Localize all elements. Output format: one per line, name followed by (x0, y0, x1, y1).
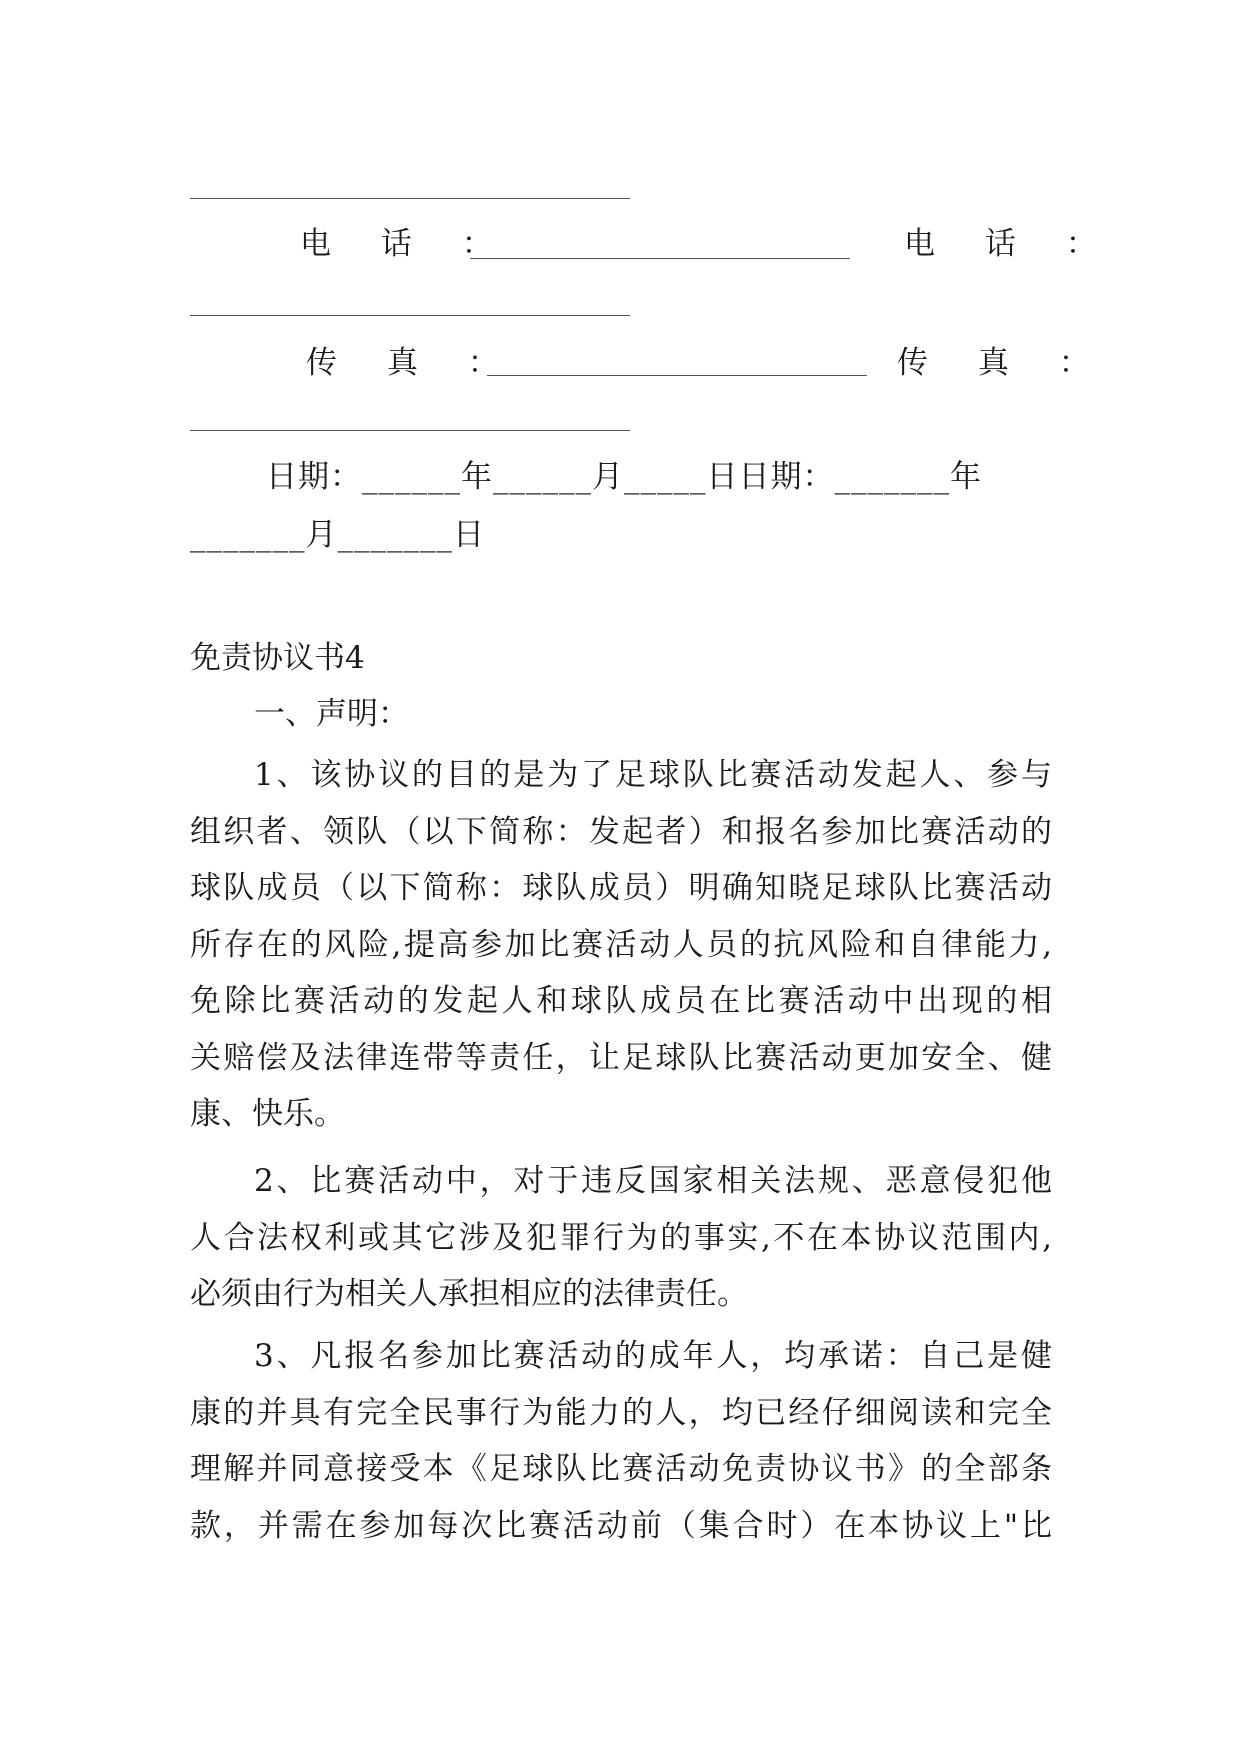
clause-1-line: 康、快乐。 (190, 1096, 345, 1132)
clause-1-line: 球队成员（以下简称：球队成员）明确知晓足球队比赛活动 (190, 870, 1052, 906)
clause-1-line: 1、该协议的目的是为了足球队比赛活动发起人、参与 (254, 757, 1052, 793)
clause-3-line: 3、凡报名参加比赛活动的成年人，均承诺：自己是健 (254, 1338, 1052, 1374)
clause-2-line: 2、比赛活动中，对于违反国家相关法规、恶意侵犯他 (254, 1163, 1052, 1199)
phone-label-right: 电 话 ： (904, 226, 1117, 262)
clause-2-line: 必须由行为相关人承担相应的法律责任。 (190, 1276, 748, 1312)
phone-blank-right[interactable] (190, 315, 630, 316)
clause-2 (190, 1153, 1052, 1323)
clause-2-line: 人合法权利或其它涉及犯罪行为的事实,不在本协议范围内, (190, 1219, 1052, 1256)
fax-label-left: 传 真 ： (306, 345, 519, 381)
clause-3-line: 理解并同意接受本《足球队比赛活动免责协议书》的全部条 (190, 1451, 1052, 1487)
clause-1-line: 免除比赛活动的发起人和球队成员在比赛活动中出现的相 (190, 983, 1052, 1019)
clause-3 (190, 1328, 1052, 1554)
fax-blank-right[interactable] (190, 430, 630, 431)
clause-1-line: 所存在的风险,提高参加比赛活动人员的抗风险和自律能力, (190, 926, 1052, 963)
declaration-heading: 一、声明： (254, 696, 409, 732)
clause-3-line: 康的并具有完全民事行为能力的人，均已经仔细阅读和完全 (190, 1394, 1052, 1431)
section-title: 免责协议书4 (190, 640, 365, 676)
signature-blank-line (190, 198, 630, 199)
clause-3-line: 款，并需在参加每次比赛活动前（集合时）在本协议上"比 (190, 1507, 1052, 1544)
clause-1 (190, 747, 1052, 1143)
clause-1-line: 关赔偿及法律连带等责任，让足球队比赛活动更加安全、健 (190, 1039, 1052, 1076)
fax-blank-left[interactable] (487, 375, 867, 376)
fax-label-right: 传 真 ： (897, 345, 1110, 381)
date-line-2: _______月_______日 (190, 517, 485, 553)
phone-blank-left[interactable] (470, 258, 850, 259)
clause-1-line: 组织者、领队（以下简称：发起者）和报名参加比赛活动的 (190, 813, 1052, 850)
phone-label-left: 电 话 ： (300, 226, 513, 262)
date-line-1: 日期：______年______月_____日日期：_______年 (266, 459, 982, 495)
